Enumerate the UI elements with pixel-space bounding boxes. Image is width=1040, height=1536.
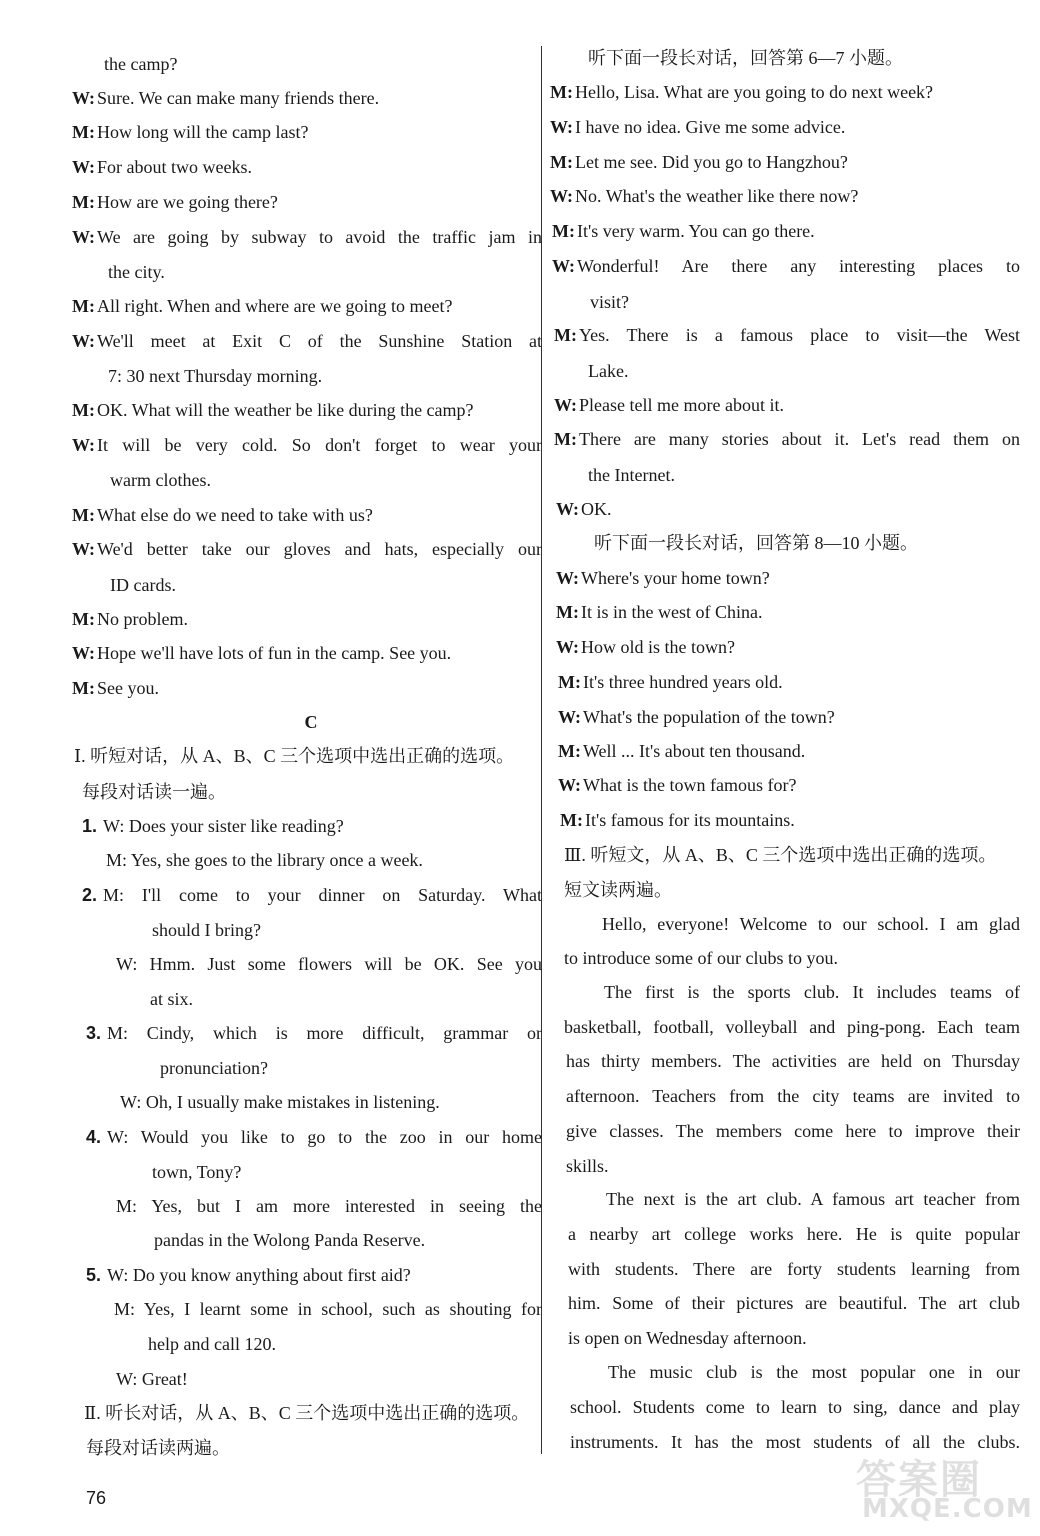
left-line xyxy=(72,398,474,422)
line-text: Ⅰ. 听短对话，从 A、B、C 三个选项中选出正确的选项。 xyxy=(74,746,515,766)
line-text: OK. What will the weather be like during the camp? xyxy=(96,400,474,420)
line-text: Lake. xyxy=(588,361,629,381)
line-text: at six. xyxy=(150,989,193,1009)
left-line xyxy=(152,918,261,942)
line-text: We'll meet at Exit C of the Sunshine Station at xyxy=(97,331,542,351)
line-text: help and call 120. xyxy=(148,1334,276,1354)
left-line xyxy=(150,987,193,1011)
line-text: See you. xyxy=(96,678,159,698)
left-line xyxy=(116,1367,188,1391)
right-line xyxy=(588,46,903,70)
page-number: 76 xyxy=(86,1488,107,1508)
line-text: basketball, football, volleyball and ping-pong. Each team xyxy=(564,1017,1020,1037)
right-line xyxy=(550,150,848,174)
speaker-label: M: xyxy=(552,221,575,241)
speaker-label: M: xyxy=(72,400,95,420)
speaker-label: W: xyxy=(72,157,96,177)
right-line xyxy=(594,531,918,555)
line-text: 7: 30 next Thursday morning. xyxy=(108,366,323,386)
watermark-logo xyxy=(856,1450,1036,1530)
line-text: M: Cindy, which is more difficult, grammar or xyxy=(107,1023,542,1043)
right-line xyxy=(568,1291,1020,1315)
right-line xyxy=(560,808,795,832)
line-text: Wonderful! Are there any interesting places to xyxy=(577,256,1020,276)
right-line xyxy=(554,393,784,417)
line-text: Please tell me more about it. xyxy=(579,395,784,415)
line-text: should I bring? xyxy=(152,920,261,940)
line-text: 每段对话读两遍。 xyxy=(86,1438,230,1458)
right-line xyxy=(558,739,805,763)
line-text: What else do we need to take with us? xyxy=(96,505,373,525)
line-text: C xyxy=(304,712,318,732)
speaker-label: W: xyxy=(550,117,574,137)
left-line xyxy=(82,814,344,838)
left-line xyxy=(72,537,542,561)
line-text: W: Would you like to go to the zoo in our home xyxy=(107,1127,542,1147)
line-text: W: Great! xyxy=(116,1369,188,1389)
speaker-label: W: xyxy=(72,539,96,559)
line-text: There are many stories about it. Let's read them on xyxy=(578,429,1020,449)
line-text: What's the population of the town? xyxy=(583,707,835,727)
line-text: 听下面一段长对话，回答第 6—7 小题。 xyxy=(588,48,903,68)
line-text: It will be very cold. So don't forget to wear your xyxy=(97,435,542,455)
speaker-label: M: xyxy=(558,672,581,692)
line-text: 每段对话读一遍。 xyxy=(82,782,226,802)
line-text: M: I'll come to your dinner on Saturday. What xyxy=(103,885,542,905)
speaker-label: M: xyxy=(556,602,579,622)
line-text: is open on Wednesday afternoon. xyxy=(568,1328,807,1348)
right-line xyxy=(554,323,1020,347)
left-line xyxy=(82,883,542,907)
line-text: W: Do you know anything about first aid? xyxy=(107,1265,411,1285)
line-text: It is in the west of China. xyxy=(580,602,763,622)
item-number: 4. xyxy=(86,1127,102,1147)
line-text: Sure. We can make many friends there. xyxy=(97,88,380,108)
watermark-line1: 答案圈 xyxy=(856,1457,982,1503)
item-number: 1. xyxy=(82,816,98,836)
line-text: pandas in the Wolong Panda Reserve. xyxy=(154,1230,426,1250)
left-line xyxy=(72,86,379,110)
speaker-label: M: xyxy=(550,152,573,172)
right-line xyxy=(568,1257,1020,1281)
line-text: town, Tony? xyxy=(152,1162,242,1182)
speaker-label: W: xyxy=(554,395,578,415)
right-line xyxy=(566,1119,1020,1143)
left-line xyxy=(110,573,176,597)
speaker-label: M: xyxy=(72,122,95,142)
line-text: It's very warm. You can go there. xyxy=(576,221,815,241)
speaker-label: W: xyxy=(556,568,580,588)
left-line xyxy=(154,1228,425,1252)
line-text: warm clothes. xyxy=(110,470,211,490)
left-line xyxy=(120,1090,440,1114)
right-line xyxy=(564,843,996,867)
item-number: 3. xyxy=(86,1023,102,1043)
left-line xyxy=(74,744,514,768)
right-line xyxy=(566,1049,1020,1073)
left-line xyxy=(148,1332,276,1356)
right-line xyxy=(558,705,835,729)
right-line xyxy=(590,290,629,314)
line-text: What is the town famous for? xyxy=(583,775,797,795)
line-text: It's famous for its mountains. xyxy=(584,810,795,830)
line-text: The first is the sports club. It includes teams of xyxy=(604,982,1020,1002)
line-text: All right. When and where are we going to meet? xyxy=(96,296,453,316)
left-line xyxy=(72,294,453,318)
left-line xyxy=(72,433,542,457)
line-text: No problem. xyxy=(96,609,188,629)
speaker-label: W: xyxy=(556,637,580,657)
right-line xyxy=(604,980,1020,1004)
line-text: W: Does your sister like reading? xyxy=(103,816,344,836)
item-number: 5. xyxy=(86,1265,102,1285)
right-line xyxy=(588,463,675,487)
speaker-label: M: xyxy=(72,609,95,629)
left-line xyxy=(72,607,188,631)
right-line xyxy=(552,219,815,243)
left-line xyxy=(86,1263,411,1287)
speaker-label: M: xyxy=(558,741,581,761)
left-line xyxy=(116,1194,542,1218)
left-line xyxy=(72,676,159,700)
line-text: school. Students come to learn to sing, dance and play xyxy=(570,1397,1020,1417)
right-line xyxy=(558,670,783,694)
right-line xyxy=(608,1360,1020,1384)
left-line xyxy=(104,52,177,76)
line-text: give classes. The members come here to improve their xyxy=(566,1121,1020,1141)
speaker-label: W: xyxy=(72,435,96,455)
line-text: Where's your home town? xyxy=(581,568,770,588)
left-line xyxy=(152,1160,241,1184)
line-text: Hello, Lisa. What are you going to do next week? xyxy=(574,82,934,102)
line-text: M: Yes, she goes to the library once a week. xyxy=(106,850,423,870)
line-text: instruments. It has the most students of all the clubs. xyxy=(570,1432,1020,1452)
right-line xyxy=(554,427,1020,451)
left-line xyxy=(86,1021,542,1045)
right-line xyxy=(602,912,1020,936)
line-text: visit? xyxy=(590,292,629,312)
right-line xyxy=(550,115,845,139)
line-text: It's three hundred years old. xyxy=(582,672,783,692)
right-line xyxy=(552,254,1020,278)
line-text: afternoon. Teachers from the city teams are invited to xyxy=(566,1086,1020,1106)
left-line xyxy=(106,848,423,872)
speaker-label: M: xyxy=(560,810,583,830)
left-line xyxy=(72,225,542,249)
left-line xyxy=(72,329,542,353)
line-text: the camp? xyxy=(104,54,178,74)
speaker-label: W: xyxy=(72,227,96,247)
line-text: a nearby art college works here. He is quite popular xyxy=(568,1224,1020,1244)
line-text: How are we going there? xyxy=(96,192,278,212)
line-text: Ⅱ. 听长对话，从 A、B、C 三个选项中选出正确的选项。 xyxy=(84,1403,530,1423)
line-text: No. What's the weather like there now? xyxy=(575,186,859,206)
line-text: with students. There are forty students learning from xyxy=(568,1259,1020,1279)
right-line xyxy=(564,1015,1020,1039)
line-text: 听下面一段长对话，回答第 8—10 小题。 xyxy=(594,533,918,553)
left-line xyxy=(86,1436,230,1460)
line-text: him. Some of their pictures are beautiful. The art club xyxy=(568,1293,1020,1313)
right-line xyxy=(556,497,612,521)
line-text: The next is the art club. A famous art teacher from xyxy=(606,1189,1020,1209)
line-text: has thirty members. The activities are held on Thursday xyxy=(566,1051,1020,1071)
right-line xyxy=(550,184,858,208)
line-text: the Internet. xyxy=(588,465,675,485)
line-text: M: Yes, I learnt some in school, such as shouting for xyxy=(114,1299,542,1319)
speaker-label: M: xyxy=(554,325,577,345)
left-line xyxy=(114,1297,542,1321)
line-text: I have no idea. Give me some advice. xyxy=(575,117,846,137)
right-line xyxy=(550,80,933,104)
left-line xyxy=(160,1056,268,1080)
line-text: 短文读两遍。 xyxy=(564,880,672,900)
right-line xyxy=(556,566,770,590)
line-text: W: Oh, I usually make mistakes in listening. xyxy=(120,1092,440,1112)
line-text: skills. xyxy=(566,1156,609,1176)
speaker-label: W: xyxy=(72,331,96,351)
right-line xyxy=(570,1395,1020,1419)
line-text: Hope we'll have lots of fun in the camp. See you. xyxy=(97,643,452,663)
speaker-label: W: xyxy=(72,643,96,663)
left-line xyxy=(84,1401,529,1425)
line-text: W: Hmm. Just some flowers will be OK. See you xyxy=(116,954,542,974)
line-text: We are going by subway to avoid the traffic jam in xyxy=(97,227,542,247)
left-line xyxy=(110,468,211,492)
line-text: We'd better take our gloves and hats, especially our xyxy=(97,539,542,559)
left-line xyxy=(116,952,542,976)
speaker-label: M: xyxy=(72,192,95,212)
speaker-label: M: xyxy=(72,296,95,316)
line-text: Let me see. Did you go to Hangzhou? xyxy=(574,152,848,172)
right-line xyxy=(568,1222,1020,1246)
left-line xyxy=(72,710,550,734)
line-text: M: Yes, but I am more interested in seeing the xyxy=(116,1196,542,1216)
right-line xyxy=(558,773,796,797)
speaker-label: W: xyxy=(556,499,580,519)
line-text: ID cards. xyxy=(110,575,176,595)
speaker-label: W: xyxy=(552,256,576,276)
watermark-line2: MXQE.COM xyxy=(862,1494,1033,1524)
line-text: How old is the town? xyxy=(581,637,735,657)
line-text: The music club is the most popular one in our xyxy=(608,1362,1020,1382)
speaker-label: W: xyxy=(558,775,582,795)
right-line xyxy=(556,635,735,659)
item-number: 2. xyxy=(82,885,98,905)
speaker-label: M: xyxy=(72,505,95,525)
left-line xyxy=(72,503,373,527)
line-text: to introduce some of our clubs to you. xyxy=(564,948,838,968)
column-divider xyxy=(541,46,542,1454)
right-line xyxy=(588,359,628,383)
line-text: pronunciation? xyxy=(160,1058,268,1078)
speaker-label: W: xyxy=(72,88,96,108)
right-line xyxy=(564,878,672,902)
right-line xyxy=(566,1084,1020,1108)
line-text: OK. xyxy=(581,499,612,519)
speaker-label: M: xyxy=(72,678,95,698)
left-line xyxy=(72,190,278,214)
line-text: the city. xyxy=(108,262,165,282)
left-line xyxy=(82,780,226,804)
line-text: Hello, everyone! Welcome to our school. I am glad xyxy=(602,914,1020,934)
left-line xyxy=(72,641,451,665)
right-line xyxy=(606,1187,1020,1211)
line-text: How long will the camp last? xyxy=(96,122,309,142)
speaker-label: M: xyxy=(554,429,577,449)
right-line xyxy=(568,1326,807,1350)
right-line xyxy=(566,1154,609,1178)
left-line xyxy=(72,120,308,144)
line-text: Well ... It's about ten thousand. xyxy=(582,741,806,761)
left-line xyxy=(72,155,252,179)
speaker-label: W: xyxy=(558,707,582,727)
right-line xyxy=(556,600,762,624)
left-line xyxy=(108,260,165,284)
line-text: For about two weeks. xyxy=(97,157,252,177)
speaker-label: M: xyxy=(550,82,573,102)
left-line xyxy=(108,364,322,388)
right-line xyxy=(564,946,838,970)
line-text: Yes. There is a famous place to visit—the West xyxy=(578,325,1020,345)
speaker-label: W: xyxy=(550,186,574,206)
line-text: Ⅲ. 听短文，从 A、B、C 三个选项中选出正确的选项。 xyxy=(564,845,997,865)
left-line xyxy=(86,1125,542,1149)
